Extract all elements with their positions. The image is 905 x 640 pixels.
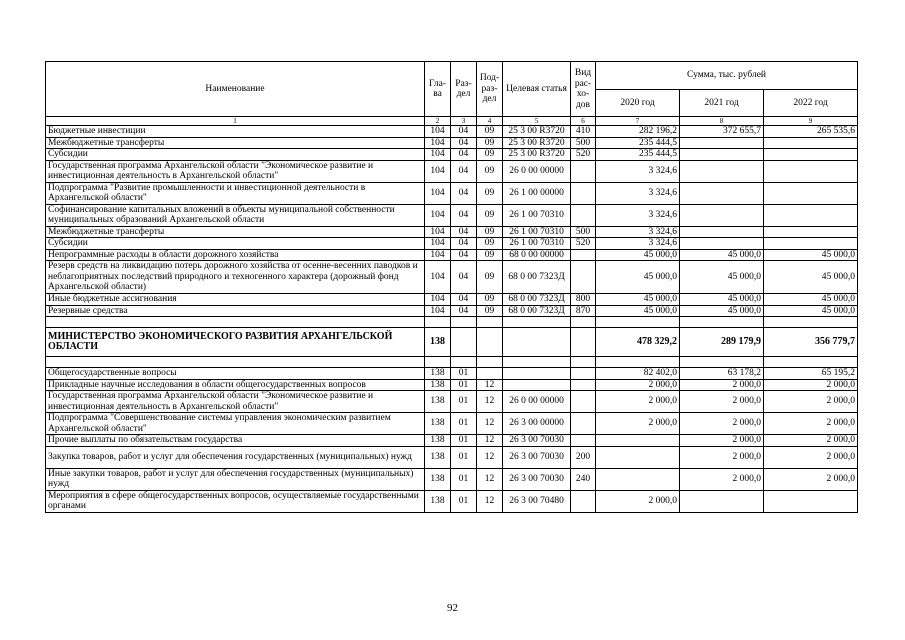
row-glava: 138 <box>425 446 451 468</box>
row-name: Государственная программа Архангельской области "Экономическое развитие и инвестиционная деятельность в Архангельской области" <box>46 391 425 413</box>
row-glava: 104 <box>425 294 451 306</box>
table-row <box>46 160 858 182</box>
row-statya: 26 0 00 00000 <box>503 391 571 413</box>
row-razdel: 04 <box>451 226 477 238</box>
table-row <box>46 413 858 435</box>
row-sum-2022 <box>764 204 858 226</box>
row-sum-2022: 2 000,0 <box>764 468 858 490</box>
row-sum-2022 <box>764 160 858 182</box>
row-name: Межбюджетные трансферты <box>46 137 425 149</box>
row-vid <box>571 490 596 512</box>
ministry-total-row <box>46 328 858 357</box>
row-name: Резерв средств на ликвидацию потерь дорожного хозяйства от осенне-весенних паводков и неблагоприятных последствий природного и техногенного характера (дорожный фонд Архангельской области) <box>46 261 425 294</box>
row-vid: 870 <box>571 305 596 317</box>
row-razdel: 01 <box>451 379 477 391</box>
row-sum-2022: 45 000,0 <box>764 294 858 306</box>
row-sum-2020: 235 444,5 <box>596 137 680 149</box>
row-podrazdel: 09 <box>477 182 503 204</box>
row-statya <box>503 379 571 391</box>
row-vid <box>571 413 596 435</box>
row-razdel: 04 <box>451 126 477 138</box>
row-name: Государственная программа Архангельской области "Экономическое развитие и инвестиционная деятельность в Архангельской области" <box>46 160 425 182</box>
empty-row <box>46 317 858 328</box>
row-podrazdel: 09 <box>477 249 503 261</box>
table-row <box>46 379 858 391</box>
table-row <box>46 226 858 238</box>
row-name: Подпрограмма "Развитие промышленности и инвестиционной деятельности в Архангельской области" <box>46 182 425 204</box>
row-glava: 138 <box>425 435 451 447</box>
row-sum-2022 <box>764 238 858 250</box>
row-sum-2020: 478 329,2 <box>596 328 680 357</box>
row-razdel: 01 <box>451 490 477 512</box>
column-index: 3 <box>451 117 477 126</box>
row-statya: 26 1 00 70310 <box>503 204 571 226</box>
header-sum: Сумма, тыс. рублей <box>596 62 858 90</box>
row-podrazdel: 09 <box>477 261 503 294</box>
table-row <box>46 204 858 226</box>
row-podrazdel: 12 <box>477 435 503 447</box>
row-vid: 240 <box>571 468 596 490</box>
column-index-row <box>46 117 858 126</box>
row-statya <box>503 368 571 380</box>
row-podrazdel: 12 <box>477 391 503 413</box>
row-sum-2020: 3 324,6 <box>596 182 680 204</box>
row-glava: 104 <box>425 160 451 182</box>
row-sum-2020: 3 324,6 <box>596 226 680 238</box>
row-glava: 104 <box>425 305 451 317</box>
row-glava: 138 <box>425 368 451 380</box>
row-sum-2020: 45 000,0 <box>596 305 680 317</box>
row-statya: 25 3 00 R3720 <box>503 126 571 138</box>
row-statya: 26 3 00 70030 <box>503 435 571 447</box>
header-year-2020: 2020 год <box>596 89 680 117</box>
row-statya: 26 3 00 70480 <box>503 490 571 512</box>
row-sum-2021 <box>680 226 764 238</box>
row-sum-2021: 2 000,0 <box>680 468 764 490</box>
row-vid <box>571 182 596 204</box>
row-sum-2021: 2 000,0 <box>680 391 764 413</box>
empty-row <box>46 357 858 368</box>
row-glava: 138 <box>425 413 451 435</box>
row-podrazdel: 09 <box>477 149 503 161</box>
row-sum-2021: 2 000,0 <box>680 446 764 468</box>
row-sum-2022: 2 000,0 <box>764 435 858 447</box>
row-vid: 200 <box>571 446 596 468</box>
column-index: 8 <box>680 117 764 126</box>
row-statya: 26 1 00 70310 <box>503 238 571 250</box>
row-name: Бюджетные инвестиции <box>46 126 425 138</box>
budget-table-page <box>45 61 857 513</box>
row-sum-2020: 3 324,6 <box>596 204 680 226</box>
row-sum-2021: 2 000,0 <box>680 379 764 391</box>
table-row <box>46 468 858 490</box>
row-podrazdel: 12 <box>477 490 503 512</box>
row-podrazdel: 12 <box>477 413 503 435</box>
row-name: Софинансирование капитальных вложений в объекты муниципальной собственности муниципальных образований Архангельской области <box>46 204 425 226</box>
row-sum-2021 <box>680 149 764 161</box>
page-number: 92 <box>447 602 458 614</box>
row-glava: 104 <box>425 226 451 238</box>
row-vid <box>571 368 596 380</box>
row-sum-2020: 2 000,0 <box>596 391 680 413</box>
table-row <box>46 391 858 413</box>
row-sum-2021 <box>680 490 764 512</box>
row-name: Прочие выплаты по обязательствам государства <box>46 435 425 447</box>
header-name: Наименование <box>46 62 425 117</box>
header-podrazdel: Под-раз-дел <box>477 62 503 117</box>
table-row <box>46 435 858 447</box>
row-sum-2021 <box>680 238 764 250</box>
row-statya: 68 0 00 00000 <box>503 249 571 261</box>
row-sum-2021: 45 000,0 <box>680 305 764 317</box>
row-statya: 25 3 00 R3720 <box>503 137 571 149</box>
row-sum-2020 <box>596 468 680 490</box>
row-sum-2020 <box>596 446 680 468</box>
row-sum-2022: 265 535,6 <box>764 126 858 138</box>
row-sum-2021: 289 179,9 <box>680 328 764 357</box>
row-glava: 138 <box>425 391 451 413</box>
table-row <box>46 368 858 380</box>
row-vid <box>571 391 596 413</box>
row-vid <box>571 328 596 357</box>
row-sum-2021 <box>680 160 764 182</box>
row-sum-2020: 235 444,5 <box>596 149 680 161</box>
table-row <box>46 182 858 204</box>
row-vid <box>571 435 596 447</box>
row-podrazdel: 09 <box>477 160 503 182</box>
row-podrazdel: 12 <box>477 468 503 490</box>
row-statya: 26 1 00 70310 <box>503 226 571 238</box>
row-statya: 68 0 00 7323Д <box>503 305 571 317</box>
row-sum-2020: 2 000,0 <box>596 379 680 391</box>
row-name: Мероприятия в сфере общегосударственных вопросов, осуществляемые государственными органами <box>46 490 425 512</box>
row-podrazdel: 12 <box>477 379 503 391</box>
row-podrazdel <box>477 368 503 380</box>
row-podrazdel: 09 <box>477 204 503 226</box>
column-index: 1 <box>46 117 425 126</box>
row-name: Закупка товаров, работ и услуг для обеспечения государственных (муниципальных) нужд <box>46 446 425 468</box>
table-row <box>46 446 858 468</box>
header-year-2022: 2022 год <box>764 89 858 117</box>
row-vid: 520 <box>571 149 596 161</box>
row-sum-2021: 372 655,7 <box>680 126 764 138</box>
row-name: Иные закупки товаров, работ и услуг для обеспечения государственных (муниципальных) нужд <box>46 468 425 490</box>
row-sum-2020: 45 000,0 <box>596 261 680 294</box>
row-podrazdel: 09 <box>477 126 503 138</box>
row-glava: 104 <box>425 204 451 226</box>
row-sum-2021: 2 000,0 <box>680 435 764 447</box>
row-name: Субсидии <box>46 238 425 250</box>
row-sum-2022 <box>764 490 858 512</box>
table-row <box>46 238 858 250</box>
row-sum-2020: 45 000,0 <box>596 249 680 261</box>
row-sum-2022: 356 779,7 <box>764 328 858 357</box>
row-glava: 104 <box>425 182 451 204</box>
row-razdel: 04 <box>451 182 477 204</box>
row-vid <box>571 261 596 294</box>
header-statya: Целевая статья <box>503 62 571 117</box>
row-sum-2022 <box>764 182 858 204</box>
row-vid: 410 <box>571 126 596 138</box>
row-vid: 520 <box>571 238 596 250</box>
row-name: Резервные средства <box>46 305 425 317</box>
row-sum-2021: 45 000,0 <box>680 294 764 306</box>
row-razdel: 01 <box>451 391 477 413</box>
column-index: 6 <box>571 117 596 126</box>
row-vid: 500 <box>571 137 596 149</box>
row-sum-2020: 3 324,6 <box>596 160 680 182</box>
row-sum-2020: 82 402,0 <box>596 368 680 380</box>
row-podrazdel <box>477 328 503 357</box>
row-name: Иные бюджетные ассигнования <box>46 294 425 306</box>
row-razdel: 04 <box>451 204 477 226</box>
header-year-2021: 2021 год <box>680 89 764 117</box>
table-row <box>46 305 858 317</box>
row-name: Непрограммные расходы в области дорожного хозяйства <box>46 249 425 261</box>
row-razdel: 04 <box>451 149 477 161</box>
header-razdel: Раз-дел <box>451 62 477 117</box>
row-name: Субсидии <box>46 149 425 161</box>
row-sum-2022: 2 000,0 <box>764 379 858 391</box>
table-row <box>46 249 858 261</box>
row-sum-2020: 3 324,6 <box>596 238 680 250</box>
row-sum-2022 <box>764 149 858 161</box>
row-razdel: 04 <box>451 294 477 306</box>
row-name: Общегосударственные вопросы <box>46 368 425 380</box>
row-statya: 25 3 00 R3720 <box>503 149 571 161</box>
row-glava: 104 <box>425 137 451 149</box>
row-vid: 500 <box>571 226 596 238</box>
row-glava: 138 <box>425 490 451 512</box>
row-sum-2022: 2 000,0 <box>764 413 858 435</box>
row-razdel: 01 <box>451 413 477 435</box>
row-razdel: 01 <box>451 446 477 468</box>
row-sum-2021: 2 000,0 <box>680 413 764 435</box>
table-row <box>46 137 858 149</box>
row-statya: 26 0 00 00000 <box>503 160 571 182</box>
row-vid <box>571 204 596 226</box>
row-sum-2022: 65 195,2 <box>764 368 858 380</box>
row-razdel: 01 <box>451 468 477 490</box>
row-name: МИНИСТЕРСТВО ЭКОНОМИЧЕСКОГО РАЗВИТИЯ АРХАНГЕЛЬСКОЙ ОБЛАСТИ <box>46 328 425 357</box>
row-statya: 26 3 00 70030 <box>503 468 571 490</box>
row-sum-2021 <box>680 137 764 149</box>
row-sum-2022: 45 000,0 <box>764 261 858 294</box>
row-sum-2022 <box>764 226 858 238</box>
budget-table <box>45 61 858 513</box>
column-index: 4 <box>477 117 503 126</box>
row-statya: 26 1 00 00000 <box>503 182 571 204</box>
row-glava: 104 <box>425 238 451 250</box>
table-row <box>46 294 858 306</box>
row-glava: 138 <box>425 328 451 357</box>
row-sum-2021 <box>680 182 764 204</box>
table-row <box>46 490 858 512</box>
row-vid <box>571 160 596 182</box>
row-name: Подпрограмма "Совершенствование системы управления экономическим развитием Архангельской области" <box>46 413 425 435</box>
row-glava: 104 <box>425 149 451 161</box>
row-razdel: 01 <box>451 435 477 447</box>
header-glava: Гла-ва <box>425 62 451 117</box>
column-index: 5 <box>503 117 571 126</box>
row-razdel: 04 <box>451 160 477 182</box>
row-sum-2020: 45 000,0 <box>596 294 680 306</box>
header-row <box>46 62 858 90</box>
row-name: Межбюджетные трансферты <box>46 226 425 238</box>
row-sum-2022: 2 000,0 <box>764 446 858 468</box>
row-sum-2021: 45 000,0 <box>680 261 764 294</box>
row-razdel <box>451 328 477 357</box>
row-vid <box>571 249 596 261</box>
row-sum-2021: 45 000,0 <box>680 249 764 261</box>
row-sum-2020: 2 000,0 <box>596 490 680 512</box>
row-sum-2022 <box>764 137 858 149</box>
column-index: 2 <box>425 117 451 126</box>
row-glava: 104 <box>425 126 451 138</box>
row-podrazdel: 12 <box>477 446 503 468</box>
table-row <box>46 261 858 294</box>
row-razdel: 04 <box>451 238 477 250</box>
row-razdel: 04 <box>451 261 477 294</box>
row-podrazdel: 09 <box>477 305 503 317</box>
row-sum-2020: 2 000,0 <box>596 413 680 435</box>
row-podrazdel: 09 <box>477 137 503 149</box>
row-podrazdel: 09 <box>477 294 503 306</box>
row-sum-2021: 63 178,2 <box>680 368 764 380</box>
row-glava: 138 <box>425 379 451 391</box>
row-statya <box>503 328 571 357</box>
column-index: 7 <box>596 117 680 126</box>
row-statya: 26 3 00 70030 <box>503 446 571 468</box>
table-row <box>46 126 858 138</box>
row-statya: 68 0 00 7323Д <box>503 261 571 294</box>
table-row <box>46 149 858 161</box>
row-razdel: 04 <box>451 305 477 317</box>
row-razdel: 04 <box>451 249 477 261</box>
row-podrazdel: 09 <box>477 238 503 250</box>
row-statya: 26 3 00 00000 <box>503 413 571 435</box>
row-razdel: 01 <box>451 368 477 380</box>
row-vid: 800 <box>571 294 596 306</box>
row-vid <box>571 379 596 391</box>
header-vid: Вид рас-хо-дов <box>571 62 596 117</box>
row-sum-2020: 282 196,2 <box>596 126 680 138</box>
column-index: 9 <box>764 117 858 126</box>
row-sum-2022: 2 000,0 <box>764 391 858 413</box>
row-sum-2022: 45 000,0 <box>764 249 858 261</box>
row-razdel: 04 <box>451 137 477 149</box>
row-podrazdel: 09 <box>477 226 503 238</box>
row-glava: 104 <box>425 249 451 261</box>
row-glava: 104 <box>425 261 451 294</box>
row-sum-2020 <box>596 435 680 447</box>
row-glava: 138 <box>425 468 451 490</box>
row-sum-2022: 45 000,0 <box>764 305 858 317</box>
row-name: Прикладные научные исследования в области общегосударственных вопросов <box>46 379 425 391</box>
row-statya: 68 0 00 7323Д <box>503 294 571 306</box>
row-sum-2021 <box>680 204 764 226</box>
